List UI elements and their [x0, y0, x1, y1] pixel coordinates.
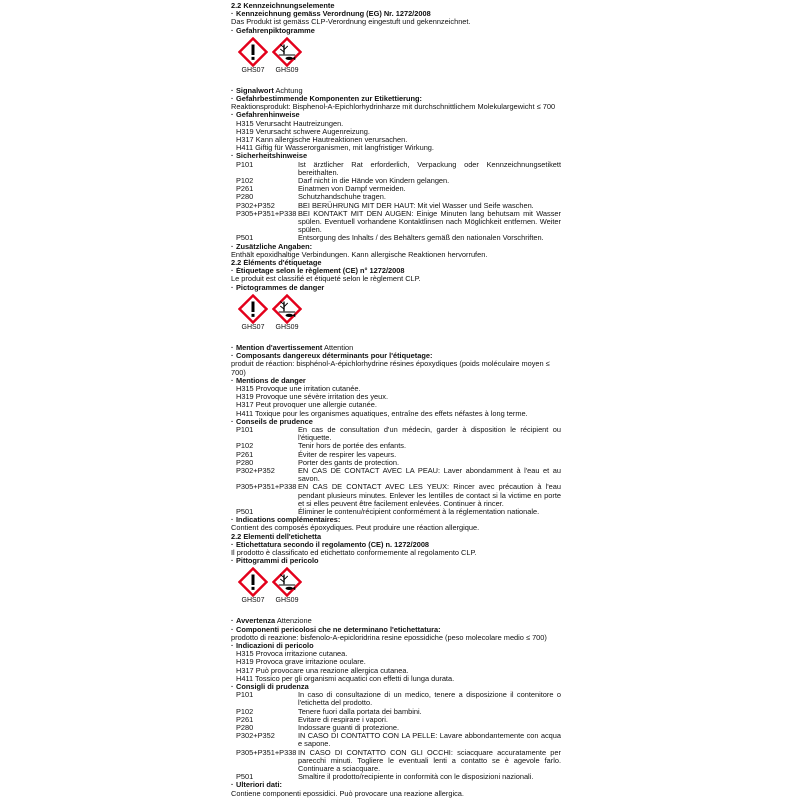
components-label: · Composants dangereux déterminants pour l'étiquetage:: [231, 352, 561, 360]
components-line: Reaktionsprodukt: Bisphenol-A-Epichlorhydrinharze mit durchschnittlichem Molekulargewicht ≤ 700: [231, 103, 556, 112]
precaution-code: P102: [236, 176, 254, 186]
signal-word-value: Achtung: [275, 86, 303, 95]
language-section-it: [231, 533, 561, 798]
hazard-statements-list: [231, 120, 561, 153]
precautionary-statements-list: [231, 161, 561, 243]
hazard-statement: H315 Provoque une irritation cutanée.: [236, 384, 361, 393]
ghs07-pictogram: [237, 294, 269, 332]
precaution-text: Smaltire il prodotto/recipiente in conformità con le disposizioni nazionali.: [298, 772, 534, 782]
precaution-code: P302+P352: [236, 731, 275, 741]
precaution-text: IN CASO DI CONTATTO CON LA PELLE: Lavare abbondantemente con acqua e sapone.: [298, 731, 561, 749]
hazard-statement: H319 Provoca grave irritazione oculare.: [236, 658, 366, 667]
hazard-statements-label: · Indicazioni di pericolo: [231, 642, 561, 650]
precautionary-statements-list: [231, 691, 561, 781]
hazard-statement: H315 Verursacht Hautreizungen.: [236, 119, 344, 128]
regulation-label: · Étiquetage selon le règlement (CE) n° 1272/2008: [231, 267, 561, 275]
hazard-statement: H411 Toxique pour les organismes aquatiques, entraîne des effets néfastes à long terme.: [236, 409, 528, 418]
precautionary-statement: [231, 483, 561, 508]
precautionary-statements-label: · Conseils de prudence: [231, 418, 561, 426]
hazard-statement: H411 Giftig für Wasserorganismen, mit langfristiger Wirkung.: [236, 144, 434, 153]
environment-icon: [272, 567, 302, 597]
precaution-code: P280: [236, 457, 254, 467]
environment-icon: [272, 294, 302, 324]
pictogram-row: [231, 37, 561, 75]
regulation-label: · Kennzeichnung gemäss Verordnung (EG) Nr. 1272/2008: [231, 10, 561, 18]
signal-word-value: Attention: [324, 343, 354, 352]
precaution-code: P101: [236, 690, 254, 700]
precaution-text: Tenir hors de portée des enfants.: [298, 441, 407, 451]
signal-word-line: [231, 344, 561, 352]
precaution-text: Entsorgung des Inhalts / des Behälters gemäß den nationalen Vorschriften.: [298, 233, 544, 243]
signal-word-line: [231, 617, 561, 625]
precautionary-statement: [231, 161, 561, 177]
hazard-statement: H319 Verursacht schwere Augenreizung.: [236, 127, 370, 136]
precaution-text: EN CAS DE CONTACT AVEC LES YEUX: Rincer avec précaution à l'eau pendant plusieurs minutes. Enlever les lentilles de contact si la victime en porte et si elles peuvent être facilement enlevées. Continuer à rincer.: [298, 482, 561, 508]
hazard-statement: H411 Tossico per gli organismi acquatici con effetti di lunga durata.: [236, 674, 455, 683]
precautionary-statements-list: [231, 426, 561, 516]
signal-word-value: Attenzione: [276, 617, 312, 626]
precaution-text: Éviter de respirer les vapeurs.: [298, 449, 397, 459]
precaution-code: P302+P352: [236, 200, 275, 210]
supplementary-text: Contient des composés époxydiques. Peut produire une réaction allergique.: [231, 524, 480, 533]
components-text: [231, 360, 561, 376]
section-heading: 2.2 Elementi dell'etichetta: [231, 532, 322, 541]
exclamation-mark-icon: [238, 567, 268, 597]
precaution-code: P101: [236, 424, 254, 434]
precautionary-statement: [231, 749, 561, 774]
regulation-text: Das Produkt ist gemäss CLP-Verordnung eingestuft und gekennzeichnet.: [231, 18, 471, 27]
exclamation-mark-icon: [238, 294, 268, 324]
ghs-code: GHS07: [241, 66, 265, 74]
pictogram-row: [231, 294, 561, 332]
components-text: [231, 103, 561, 111]
supplementary-label: · Ulteriori dati:: [231, 781, 561, 789]
precaution-text: Schutzhandschuhe tragen.: [298, 192, 386, 202]
ghs-code: GHS07: [241, 323, 265, 331]
ghs-code: GHS07: [241, 597, 265, 605]
precaution-text: In caso di consultazione di un medico, tenere a disposizione il contenitore o l'etichetta del prodotto.: [298, 690, 561, 708]
hazard-statement: H317 Può provocare una reazione allergica cutanea.: [236, 666, 409, 675]
precaution-code: P101: [236, 159, 254, 169]
precautionary-statement: [231, 442, 561, 450]
precaution-text: BEI BERÜHRUNG MIT DER HAUT: Mit viel Wasser und Seife waschen.: [298, 200, 534, 210]
hazard-statements-list: [231, 385, 561, 418]
ghs-code: GHS09: [275, 323, 299, 331]
hazard-statements-label: · Mentions de danger: [231, 377, 561, 385]
ghs-code: GHS09: [275, 597, 299, 605]
regulation-label: · Etichettatura secondo il regolamento (CE) n. 1272/2008: [231, 541, 561, 549]
language-section-de: [231, 2, 561, 259]
precaution-text: IN CASO DI CONTATTO CON GLI OCCHI: sciacquare accuratamente per parecchi minuti. Togliere le eventuali lenti a contatto se è agevole farlo. Continuare a sciacquare.: [298, 747, 561, 774]
precaution-text: Evitare di respirare i vapori.: [298, 714, 388, 724]
supplementary-label: · Indications complémentaires:: [231, 516, 561, 524]
precaution-text: EN CAS DE CONTACT AVEC LA PEAU: Laver abondamment à l'eau et au savon.: [298, 465, 561, 484]
supplementary-text: Enthält epoxidhaltige Verbindungen. Kann allergische Reaktionen hervorrufen.: [231, 250, 488, 259]
environment-icon: [272, 37, 302, 67]
ghs09-pictogram: [271, 37, 303, 75]
ghs07-pictogram: [237, 37, 269, 75]
precautionary-statements-label: · Consigli di prudenza: [231, 683, 561, 691]
precaution-text: Einatmen von Dampf vermeiden.: [298, 184, 406, 194]
precaution-code: P102: [236, 441, 254, 451]
precaution-text: Éliminer le contenu/récipient conformément à la réglementation nationale.: [298, 506, 540, 516]
precaution-code: P261: [236, 449, 254, 459]
ghs-code: GHS09: [275, 66, 299, 74]
precautionary-statement: [231, 773, 561, 781]
precaution-text: BEI KONTAKT MIT DEN AUGEN: Einige Minuten lang behutsam mit Wasser spülen. Eventuell vorhandene Kontaktlinsen nach Möglichkeit entfernen. Weiter spülen.: [298, 208, 561, 235]
precautionary-statement: [231, 508, 561, 516]
precautionary-statement: [231, 732, 561, 748]
label-elements-document: [231, 2, 561, 798]
precaution-code: P302+P352: [236, 465, 275, 475]
signal-word-line: [231, 87, 561, 95]
precaution-code: P102: [236, 706, 254, 716]
precaution-code: P261: [236, 184, 254, 194]
hazard-statement: H317 Peut provoquer une allergie cutanée.: [236, 401, 377, 410]
pictograms-label: · Pittogrammi di pericolo: [231, 557, 561, 565]
precaution-code: P501: [236, 772, 254, 782]
precaution-text: Darf nicht in die Hände von Kindern gelangen.: [298, 176, 450, 186]
precaution-text: Porter des gants de protection.: [298, 457, 400, 467]
supplementary-text: Contiene componenti epossidici. Può provocare una reazione allergica.: [231, 789, 464, 798]
ghs09-pictogram: [271, 294, 303, 332]
precaution-text: Tenere fuori dalla portata dei bambini.: [298, 706, 422, 716]
pictograms-label: · Pictogrammes de danger: [231, 284, 561, 292]
precaution-text: En cas de consultation d'un médecin, garder à disposition le récipient ou l'étiquette.: [298, 424, 561, 443]
hazard-statement: H317 Kann allergische Hautreaktionen verursachen.: [236, 136, 408, 145]
precautionary-statement: [231, 426, 561, 442]
precautionary-statement: [231, 691, 561, 707]
components-line: prodotto di reazione: bisfenolo-A-epicloridrina resine epossidiche (peso molecolare medio ≤ 700): [231, 633, 547, 642]
hazard-statements-list: [231, 650, 561, 683]
exclamation-mark-icon: [238, 37, 268, 67]
regulation-text: Le produit est classifié et étiqueté selon le règlement CLP.: [231, 275, 421, 284]
precaution-text: Ist ärztlicher Rat erforderlich, Verpackung oder Kennzeichnungsetikett bereithalten.: [298, 159, 561, 177]
components-text: [231, 634, 561, 642]
hazard-statement: H315 Provoca irritazione cutanea.: [236, 650, 348, 659]
precaution-code: P501: [236, 506, 254, 516]
precautionary-statements-label: · Sicherheitshinweise: [231, 152, 561, 160]
components-line: produit de réaction: bisphénol-A-épichlorhydrine résines époxydiques (poids moléculaire moyen ≤: [231, 360, 550, 369]
hazard-statement: H319 Provoque une sévère irritation des yeux.: [236, 393, 389, 402]
precautionary-statement: [231, 467, 561, 483]
precaution-code: P305+P351+P338: [236, 747, 297, 757]
precautionary-statement: [231, 210, 561, 235]
precautionary-statement: [231, 708, 561, 716]
pictogram-row: [231, 567, 561, 605]
precaution-code: P280: [236, 723, 254, 733]
ghs07-pictogram: [237, 567, 269, 605]
components-line: 700): [231, 368, 246, 377]
signal-word-label: Mention d'avertissement: [236, 343, 323, 352]
regulation-text: Il prodotto è classificato ed etichettato conformemente al regolamento CLP.: [231, 548, 477, 557]
precautionary-statement: [231, 185, 561, 193]
precaution-code: P261: [236, 714, 254, 724]
ghs09-pictogram: [271, 567, 303, 605]
language-section-fr: [231, 259, 561, 532]
signal-word-label: Avvertenza: [236, 617, 276, 626]
pictograms-label: · Gefahrenpiktogramme: [231, 27, 561, 35]
signal-word-label: Signalwort: [236, 86, 274, 95]
precaution-code: P280: [236, 192, 254, 202]
section-heading: 2.2 Kennzeichnungselemente: [231, 2, 335, 10]
precaution-code: P501: [236, 233, 254, 243]
supplementary-label: · Zusätzliche Angaben:: [231, 243, 561, 251]
components-label: · Componenti pericolosi che ne determinano l'etichettatura:: [231, 626, 561, 634]
precaution-code: P305+P351+P338: [236, 208, 297, 218]
hazard-statements-label: · Gefahrenhinweise: [231, 111, 561, 119]
section-heading: 2.2 Éléments d'étiquetage: [231, 259, 322, 268]
precaution-code: P305+P351+P338: [236, 482, 297, 492]
precaution-text: Indossare guanti di protezione.: [298, 723, 400, 733]
components-label: · Gefahrbestimmende Komponenten zur Etikettierung:: [231, 95, 561, 103]
precautionary-statement: [231, 234, 561, 242]
